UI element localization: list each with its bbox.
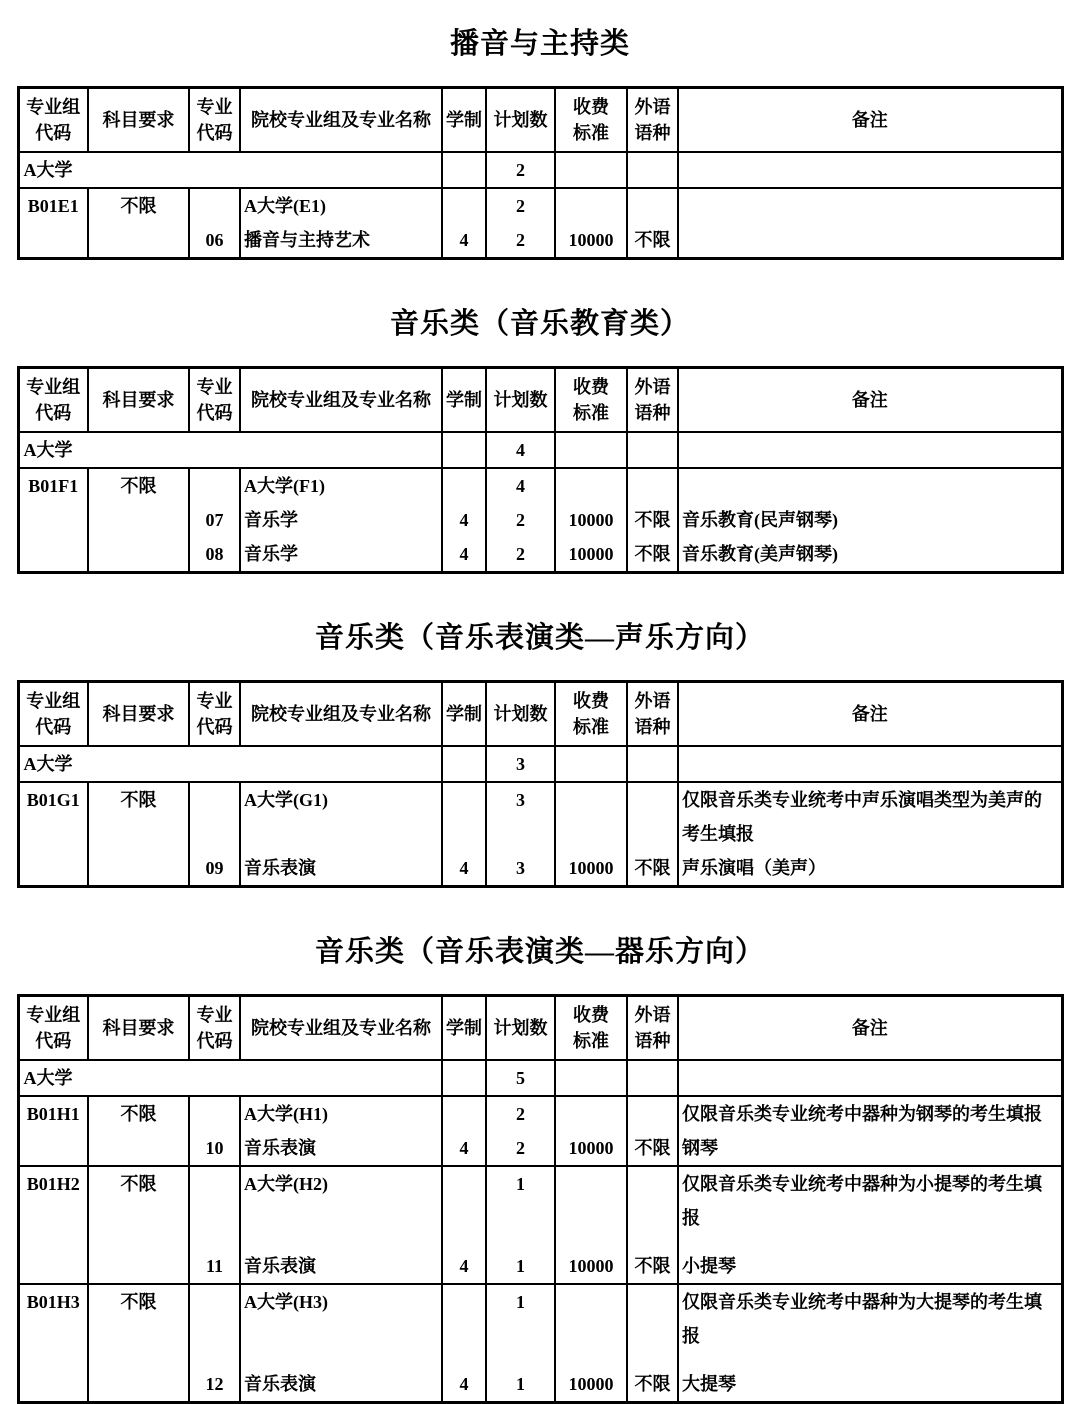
cell-major-code: 07 — [189, 503, 240, 537]
cell-remark: 仅限音乐类专业统考中声乐演唱类型为美声的考生填报 — [678, 782, 1062, 851]
cell-plan-count: 2 — [486, 188, 555, 223]
group-row — [18, 1166, 1062, 1235]
col-header-language: 外语 语种 — [627, 368, 678, 433]
col-header-plan-count: 计划数 — [486, 996, 555, 1061]
cell-plan-count: 4 — [486, 468, 555, 503]
cell-group-name: A大学(H1) — [240, 1096, 442, 1131]
cell-empty — [555, 1284, 627, 1353]
cell-subject-req: 不限 — [88, 1166, 189, 1284]
cell-empty — [555, 1060, 627, 1096]
university-summary-row — [18, 1060, 1062, 1096]
group-row — [18, 1284, 1062, 1353]
cell-empty — [240, 1235, 442, 1249]
section-title: 音乐类（音乐教育类） — [389, 308, 690, 340]
cell-empty — [189, 1235, 240, 1249]
cell-major-code: 08 — [189, 537, 240, 573]
cell-plan-count: 2 — [486, 1096, 555, 1131]
col-header-subject-req: 科目要求 — [88, 368, 189, 433]
col-header-language: 外语 语种 — [627, 682, 678, 747]
section-music-performance-vocal — [0, 618, 1080, 888]
cell-remark: 声乐演唱（美声） — [678, 851, 1062, 887]
cell-empty — [189, 188, 240, 223]
cell-group-name: A大学(F1) — [240, 468, 442, 503]
cell-empty — [189, 1166, 240, 1235]
cell-empty — [442, 468, 486, 503]
cell-empty — [189, 1096, 240, 1131]
cell-fee: 10000 — [555, 851, 627, 887]
cell-empty — [442, 1235, 486, 1249]
cell-empty — [627, 1284, 678, 1353]
cell-subject-req: 不限 — [88, 782, 189, 887]
cell-group-name: A大学(E1) — [240, 188, 442, 223]
cell-empty — [442, 782, 486, 851]
cell-language: 不限 — [627, 1131, 678, 1166]
cell-language: 不限 — [627, 1249, 678, 1284]
cell-empty — [627, 152, 678, 188]
col-header-group-major-name: 院校专业组及专业名称 — [240, 996, 442, 1061]
cell-empty — [678, 1060, 1062, 1096]
cell-empty — [627, 1060, 678, 1096]
cell-remark: 小提琴 — [678, 1249, 1062, 1284]
plan-table — [17, 994, 1064, 1404]
col-header-remark: 备注 — [678, 88, 1062, 153]
cell-plan-count: 2 — [486, 537, 555, 573]
cell-major-code: 11 — [189, 1249, 240, 1284]
section-title: 播音与主持类 — [449, 28, 630, 60]
cell-plan-count: 5 — [486, 1060, 555, 1096]
col-header-years: 学制 — [442, 996, 486, 1061]
col-header-plan-count: 计划数 — [486, 88, 555, 153]
cell-plan-count: 4 — [486, 432, 555, 468]
cell-empty — [442, 188, 486, 223]
cell-university-name: A大学 — [18, 432, 442, 468]
table-header-row — [18, 368, 1062, 433]
cell-university-name: A大学 — [18, 746, 442, 782]
cell-fee: 10000 — [555, 1367, 627, 1403]
cell-empty — [189, 468, 240, 503]
cell-empty — [189, 1284, 240, 1353]
cell-empty — [555, 1166, 627, 1235]
cell-plan-count: 1 — [486, 1367, 555, 1403]
cell-empty — [555, 188, 627, 223]
section-music-performance-instrumental — [0, 932, 1080, 1404]
cell-years: 4 — [442, 851, 486, 887]
col-header-subject-req: 科目要求 — [88, 88, 189, 153]
cell-empty — [442, 1166, 486, 1235]
col-header-subject-req: 科目要求 — [88, 996, 189, 1061]
cell-empty — [555, 468, 627, 503]
cell-group-code: B01H3 — [18, 1284, 88, 1403]
cell-fee: 10000 — [555, 1131, 627, 1166]
col-header-language: 外语 语种 — [627, 996, 678, 1061]
cell-empty — [555, 746, 627, 782]
cell-plan-count: 2 — [486, 152, 555, 188]
cell-subject-req: 不限 — [88, 1096, 189, 1166]
cell-plan-count: 3 — [486, 782, 555, 851]
cell-empty — [627, 1096, 678, 1131]
col-header-major-code: 专业 代码 — [189, 368, 240, 433]
cell-empty — [555, 152, 627, 188]
cell-remark — [678, 468, 1062, 503]
table-header-row — [18, 88, 1062, 153]
cell-empty — [678, 152, 1062, 188]
cell-remark: 仅限音乐类专业统考中器种为大提琴的考生填报 — [678, 1284, 1062, 1353]
col-header-fee: 收费 标准 — [555, 996, 627, 1061]
cell-university-name: A大学 — [18, 1060, 442, 1096]
col-header-fee: 收费 标准 — [555, 368, 627, 433]
col-header-major-code: 专业 代码 — [189, 682, 240, 747]
university-summary-row — [18, 432, 1062, 468]
col-header-language: 外语 语种 — [627, 88, 678, 153]
university-summary-row — [18, 152, 1062, 188]
cell-empty — [627, 468, 678, 503]
cell-empty — [678, 1353, 1062, 1367]
cell-remark: 音乐教育(民声钢琴) — [678, 503, 1062, 537]
university-summary-row — [18, 746, 1062, 782]
col-header-subject-req: 科目要求 — [88, 682, 189, 747]
col-header-plan-count: 计划数 — [486, 368, 555, 433]
cell-empty — [678, 1235, 1062, 1249]
cell-university-name: A大学 — [18, 152, 442, 188]
cell-empty — [555, 1353, 627, 1367]
col-header-group-code: 专业组 代码 — [18, 368, 88, 433]
cell-group-name: A大学(H3) — [240, 1284, 442, 1353]
cell-empty — [555, 782, 627, 851]
section-title: 音乐类（音乐表演类—声乐方向） — [314, 622, 765, 654]
col-header-major-code: 专业 代码 — [189, 996, 240, 1061]
col-header-group-code: 专业组 代码 — [18, 996, 88, 1061]
cell-years: 4 — [442, 223, 486, 259]
cell-group-code: B01F1 — [18, 468, 88, 573]
cell-empty — [442, 152, 486, 188]
cell-empty — [442, 1353, 486, 1367]
cell-empty — [442, 746, 486, 782]
col-header-major-code: 专业 代码 — [189, 88, 240, 153]
cell-remark: 音乐教育(美声钢琴) — [678, 537, 1062, 573]
cell-fee: 10000 — [555, 503, 627, 537]
section-broadcast-hosting — [0, 24, 1080, 260]
cell-empty — [486, 1353, 555, 1367]
cell-years: 4 — [442, 537, 486, 573]
col-header-remark: 备注 — [678, 368, 1062, 433]
cell-major-name: 播音与主持艺术 — [240, 223, 442, 259]
cell-empty — [627, 1166, 678, 1235]
cell-years: 4 — [442, 1131, 486, 1166]
section-music-education — [0, 304, 1080, 574]
cell-empty — [189, 782, 240, 851]
cell-years: 4 — [442, 503, 486, 537]
cell-remark: 大提琴 — [678, 1367, 1062, 1403]
cell-remark — [678, 223, 1062, 259]
cell-major-name: 音乐表演 — [240, 851, 442, 887]
section-title: 音乐类（音乐表演类—器乐方向） — [314, 936, 765, 968]
cell-major-name: 音乐表演 — [240, 1249, 442, 1284]
cell-empty — [442, 432, 486, 468]
cell-remark: 仅限音乐类专业统考中器种为小提琴的考生填报 — [678, 1166, 1062, 1235]
cell-major-name: 音乐学 — [240, 537, 442, 573]
cell-remark — [678, 188, 1062, 223]
cell-empty — [627, 782, 678, 851]
col-header-group-major-name: 院校专业组及专业名称 — [240, 88, 442, 153]
cell-subject-req: 不限 — [88, 1284, 189, 1403]
cell-major-code: 12 — [189, 1367, 240, 1403]
cell-plan-count: 2 — [486, 223, 555, 259]
col-header-years: 学制 — [442, 368, 486, 433]
cell-empty — [555, 1096, 627, 1131]
group-row — [18, 188, 1062, 223]
cell-empty — [555, 432, 627, 468]
plan-table — [17, 366, 1064, 574]
group-row — [18, 468, 1062, 503]
col-header-group-major-name: 院校专业组及专业名称 — [240, 682, 442, 747]
cell-group-name: A大学(H2) — [240, 1166, 442, 1235]
cell-empty — [627, 188, 678, 223]
cell-subject-req: 不限 — [88, 188, 189, 259]
group-row — [18, 782, 1062, 851]
plan-table — [17, 86, 1064, 260]
cell-plan-count: 1 — [486, 1284, 555, 1353]
col-header-group-code: 专业组 代码 — [18, 88, 88, 153]
col-header-years: 学制 — [442, 88, 486, 153]
col-header-years: 学制 — [442, 682, 486, 747]
cell-group-code: B01G1 — [18, 782, 88, 887]
cell-empty — [442, 1060, 486, 1096]
table-header-row — [18, 682, 1062, 747]
cell-empty — [627, 1235, 678, 1249]
cell-fee: 10000 — [555, 537, 627, 573]
cell-group-name: A大学(G1) — [240, 782, 442, 851]
col-header-remark: 备注 — [678, 996, 1062, 1061]
cell-empty — [442, 1284, 486, 1353]
col-header-group-code: 专业组 代码 — [18, 682, 88, 747]
cell-language: 不限 — [627, 1367, 678, 1403]
cell-language: 不限 — [627, 223, 678, 259]
cell-remark: 仅限音乐类专业统考中器种为钢琴的考生填报 — [678, 1096, 1062, 1131]
cell-remark: 钢琴 — [678, 1131, 1062, 1166]
cell-fee: 10000 — [555, 223, 627, 259]
cell-major-name: 音乐学 — [240, 503, 442, 537]
cell-empty — [627, 432, 678, 468]
col-header-group-major-name: 院校专业组及专业名称 — [240, 368, 442, 433]
cell-major-code: 10 — [189, 1131, 240, 1166]
cell-plan-count: 1 — [486, 1166, 555, 1235]
cell-plan-count: 3 — [486, 851, 555, 887]
cell-plan-count: 1 — [486, 1249, 555, 1284]
cell-empty — [240, 1353, 442, 1367]
cell-empty — [189, 1353, 240, 1367]
col-header-fee: 收费 标准 — [555, 682, 627, 747]
cell-plan-count: 2 — [486, 503, 555, 537]
cell-empty — [627, 1353, 678, 1367]
cell-major-name: 音乐表演 — [240, 1131, 442, 1166]
cell-group-code: B01H2 — [18, 1166, 88, 1284]
cell-major-code: 09 — [189, 851, 240, 887]
cell-fee: 10000 — [555, 1249, 627, 1284]
cell-language: 不限 — [627, 537, 678, 573]
cell-empty — [627, 746, 678, 782]
plan-table — [17, 680, 1064, 888]
cell-major-name: 音乐表演 — [240, 1367, 442, 1403]
cell-empty — [678, 746, 1062, 782]
cell-language: 不限 — [627, 503, 678, 537]
cell-empty — [555, 1235, 627, 1249]
cell-empty — [486, 1235, 555, 1249]
cell-years: 4 — [442, 1249, 486, 1284]
cell-language: 不限 — [627, 851, 678, 887]
cell-empty — [442, 1096, 486, 1131]
cell-empty — [678, 432, 1062, 468]
cell-major-code: 06 — [189, 223, 240, 259]
table-header-row — [18, 996, 1062, 1061]
cell-group-code: B01H1 — [18, 1096, 88, 1166]
col-header-remark: 备注 — [678, 682, 1062, 747]
col-header-fee: 收费 标准 — [555, 88, 627, 153]
col-header-plan-count: 计划数 — [486, 682, 555, 747]
cell-years: 4 — [442, 1367, 486, 1403]
cell-subject-req: 不限 — [88, 468, 189, 573]
cell-plan-count: 2 — [486, 1131, 555, 1166]
group-row — [18, 1096, 1062, 1131]
cell-group-code: B01E1 — [18, 188, 88, 259]
cell-plan-count: 3 — [486, 746, 555, 782]
